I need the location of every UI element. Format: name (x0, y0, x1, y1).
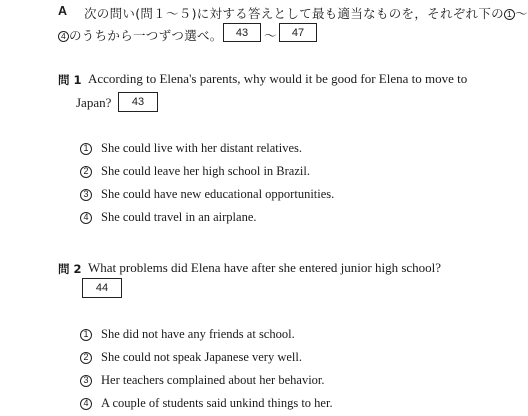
instruction-line-2 (58, 26, 223, 44)
question-2-option-4[interactable] (80, 396, 333, 411)
answer-box-range-sep: ～ (264, 28, 277, 43)
option-number-circle: 3 (80, 375, 92, 387)
option-number-circle: 2 (80, 166, 92, 178)
option-text: A couple of students said unkind things to her. (101, 396, 333, 410)
question-1-option-4[interactable] (80, 210, 257, 225)
question-1-option-3[interactable] (80, 187, 334, 202)
question-1-option-1[interactable] (80, 141, 302, 156)
range-separator: ～ (514, 6, 528, 21)
option-number-circle: 1 (80, 143, 92, 155)
question-1-answer-box: 43 (118, 92, 158, 112)
instruction-line-1 (84, 4, 528, 22)
question-2-answer-box: 44 (82, 278, 122, 298)
option-text: She could leave her high school in Brazil. (101, 164, 310, 178)
instruction-text-2: のうちから一つずつ選べ。 (69, 28, 223, 43)
question-2-option-1[interactable] (80, 327, 295, 342)
option-text: Her teachers complained about her behavior. (101, 373, 325, 387)
instruction-text-1: 次の問い(問１～５)に対する答えとして最も適当なものを，それぞれ下の (84, 6, 504, 21)
option-text: She could have new educational opportunities. (101, 187, 335, 201)
option-text: She could not speak Japanese very well. (101, 350, 302, 364)
circled-number-end: 4 (58, 31, 69, 42)
question-2-option-3[interactable] (80, 373, 325, 388)
question-2-text-line-1: What problems did Elena have after she entered junior high school? (88, 260, 442, 275)
option-number-circle: 4 (80, 398, 92, 410)
option-text: She could live with her distant relatives. (101, 141, 302, 155)
question-1-text-line-2: Japan? (76, 95, 112, 110)
question-2-label: 問 2 (58, 262, 82, 276)
option-text: She did not have any friends at school. (101, 327, 295, 341)
option-number-circle: 1 (80, 329, 92, 341)
option-number-circle: 3 (80, 189, 92, 201)
section-letter: A (58, 4, 68, 18)
question-1-text-line-1: According to Elena's parents, why would it be good for Elena to move to (88, 71, 468, 86)
option-text: She could travel in an airplane. (101, 210, 257, 224)
circled-number-start: 1 (504, 9, 515, 20)
answer-box-start: 43 (223, 23, 261, 42)
question-1-option-2[interactable] (80, 164, 310, 179)
option-number-circle: 4 (80, 212, 92, 224)
question-2-option-2[interactable] (80, 350, 302, 365)
question-1-label: 問 1 (58, 73, 82, 87)
answer-box-end: 47 (279, 23, 317, 42)
option-number-circle: 2 (80, 352, 92, 364)
